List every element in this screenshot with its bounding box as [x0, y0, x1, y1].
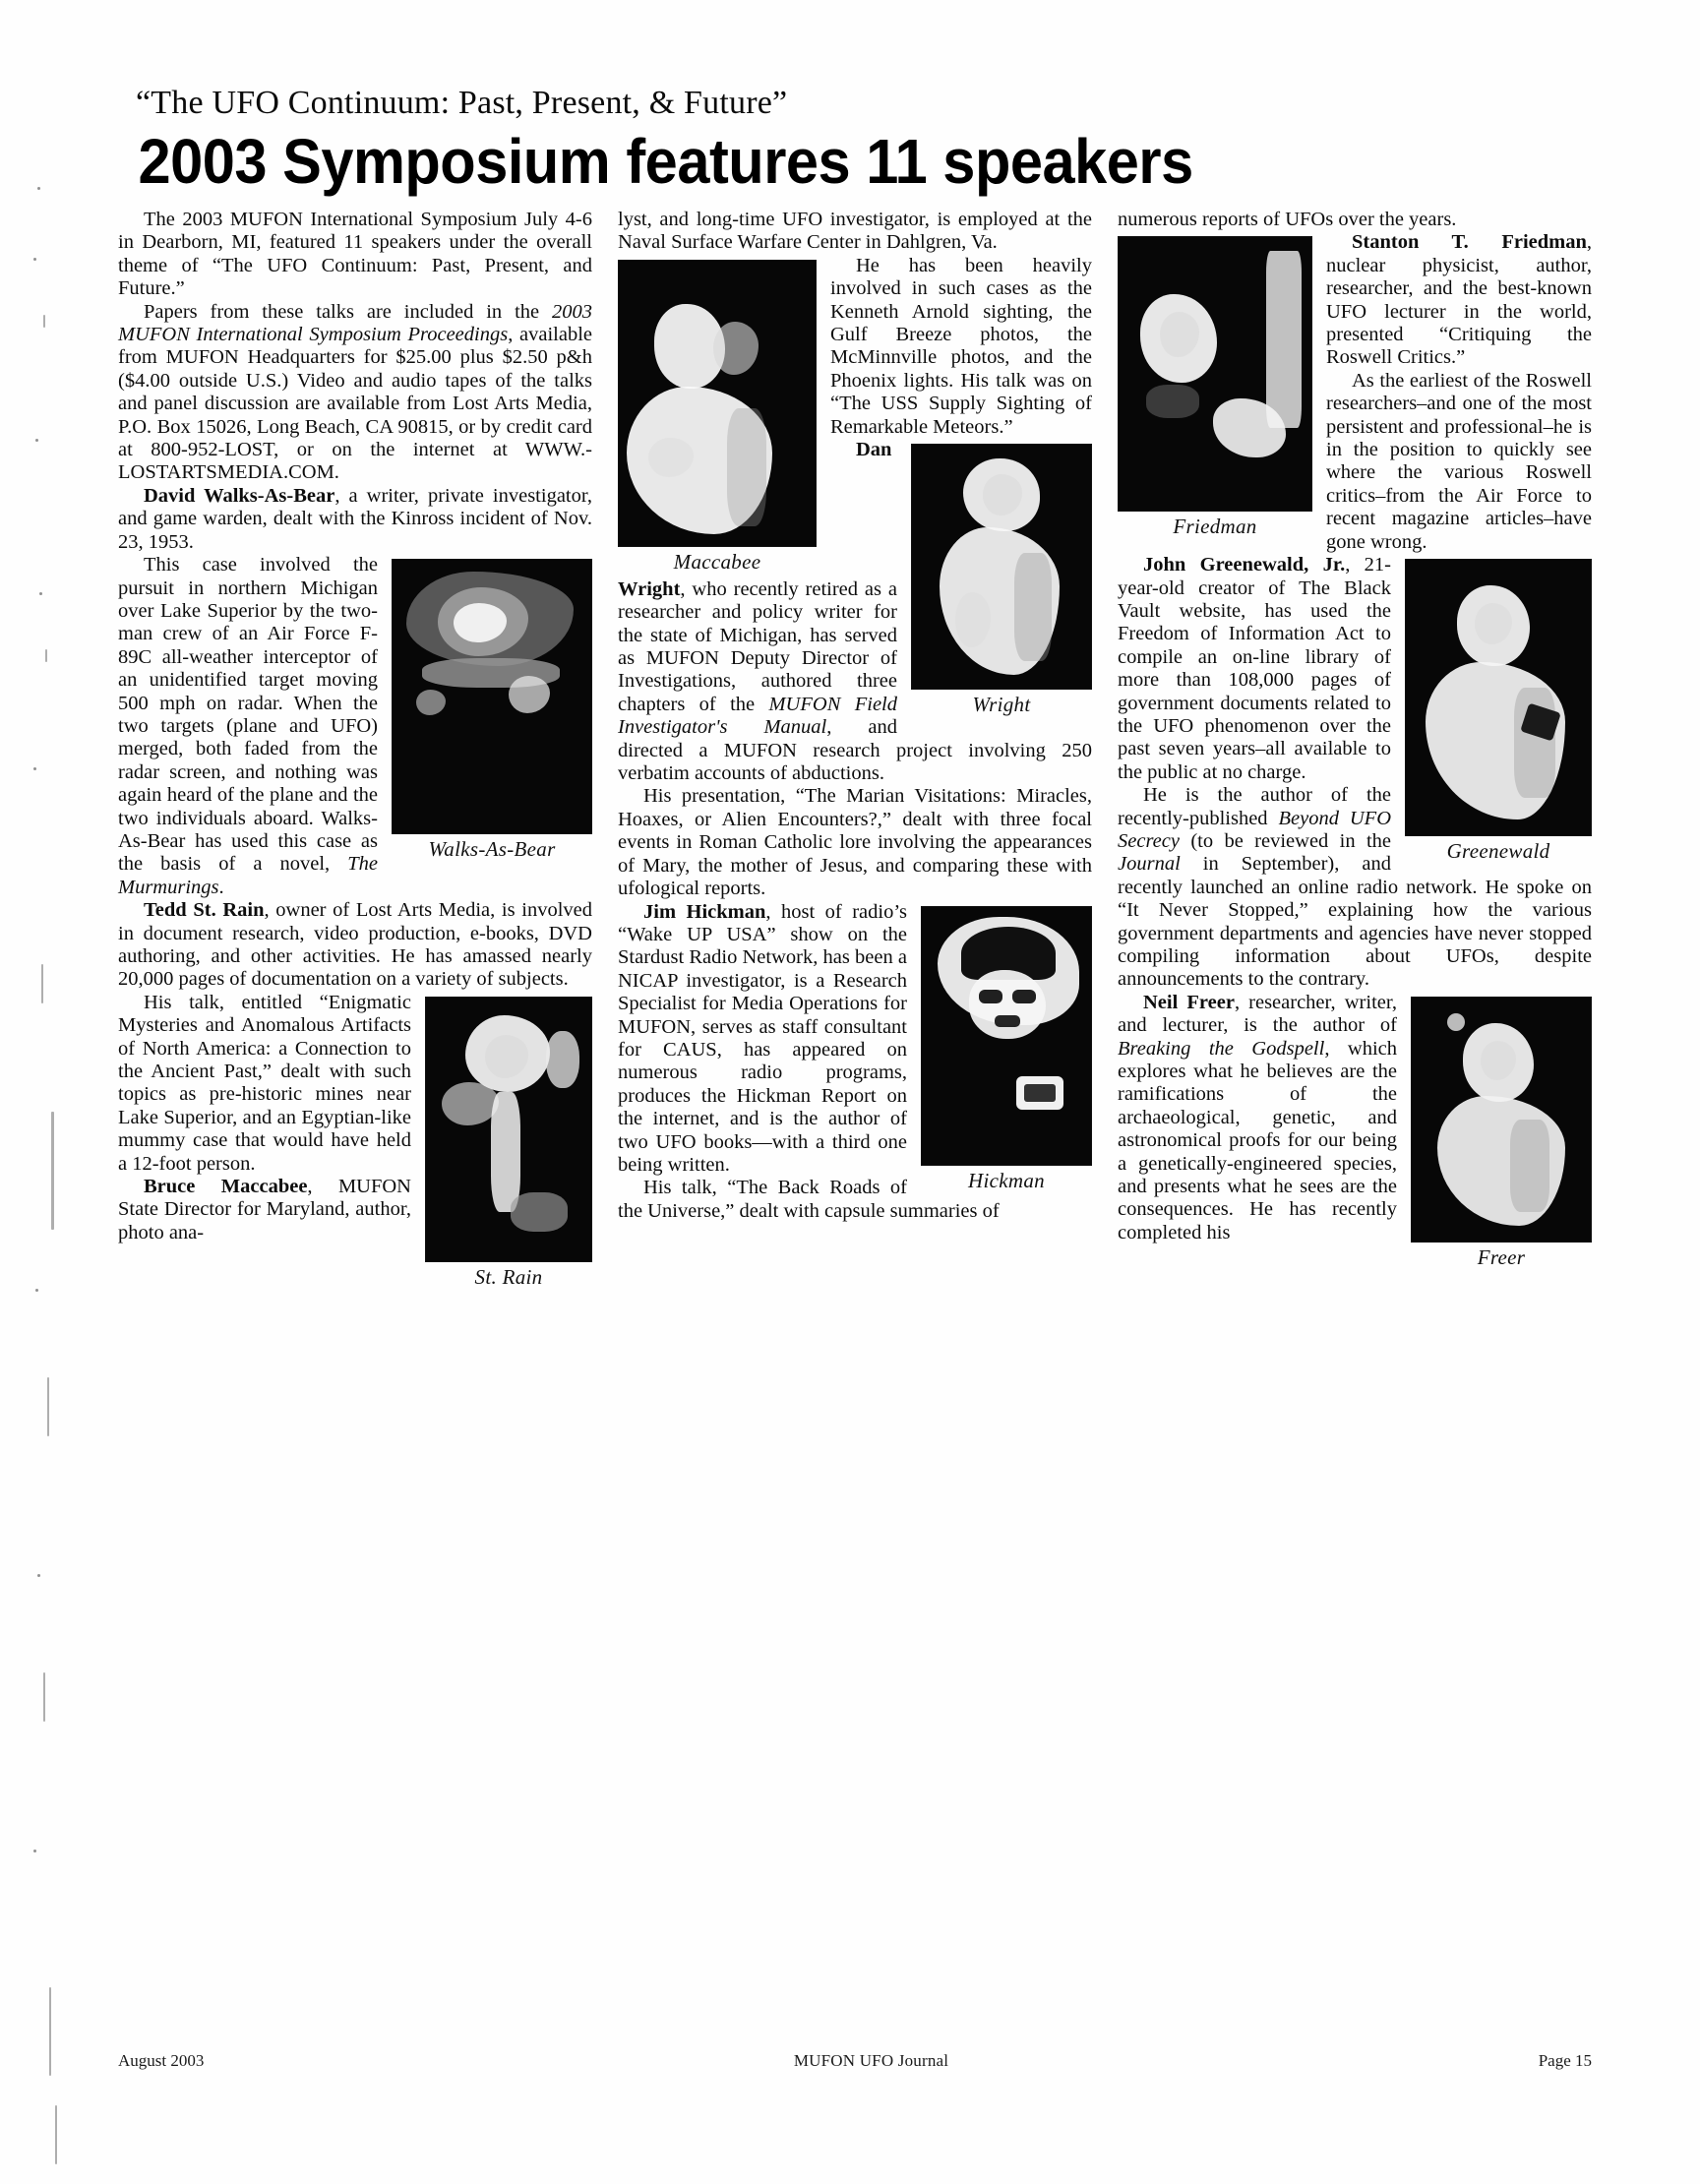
- scan-speck: [33, 258, 36, 261]
- paragraph: [118, 301, 592, 485]
- figure-caption: Wright: [972, 693, 1031, 717]
- text-run: , researcher, writer, and lecturer, is the author of: [1118, 991, 1397, 1037]
- photo-friedman: [1118, 236, 1312, 512]
- photo-st-rain: [425, 997, 592, 1262]
- text-run: , 21-year-old creator of The Black Vault website, has used the Freedom of Information Act to compile an on-line library of more than 108,000 pages of government documents related to the UFO phenomenon over the past seven years–all available to the public at no charge.: [1118, 554, 1392, 783]
- paragraph: [118, 899, 592, 992]
- figure-caption: Freer: [1477, 1244, 1526, 1269]
- publication-title: Journal: [1118, 853, 1181, 876]
- speaker-name: Tedd St. Rain: [144, 899, 265, 922]
- three-column-layout: [118, 209, 1594, 1294]
- scan-speck: [35, 1289, 38, 1292]
- scan-speck: [41, 964, 43, 1003]
- text-run: , owner of Lost Arts Media, is involved in document research, video production, e-books, DVD authoring, and other activities. He has amassed nearly 20,000 pages of documentation on a variety of subjects.: [118, 899, 592, 991]
- text-run: (to be reviewed in the: [1179, 829, 1391, 852]
- book-title: Beyond UFO Secrecy: [1118, 807, 1391, 852]
- photo-maccabee: [618, 260, 817, 547]
- scan-speck: [33, 1850, 36, 1852]
- text-run: , who recently retired as a researcher and policy writer for the state of Michigan, has served as MUFON Deputy Director of Investigations, authored three chapters of the: [618, 577, 897, 715]
- book-title: 2003 MUFON International Symposium Proceedings: [118, 300, 592, 346]
- page-footer: [118, 2051, 1592, 2071]
- text-run: He is the author of the recently-published: [1118, 784, 1391, 829]
- speaker-name: Dan Wright: [618, 439, 892, 600]
- figure-caption: Walks-As-Bear: [428, 837, 556, 862]
- photo-greenewald: [1405, 559, 1592, 836]
- column-two: [618, 209, 1092, 1223]
- figure-maccabee: [618, 260, 817, 575]
- text-run: in September), and recently launched an online radio network. He spoke on “It Never Stopped,” explaining how the various government departments and agencies have never stopped compiling information about UFOs, despite announcements to the contrary.: [1118, 853, 1592, 991]
- scan-speck: [45, 649, 47, 662]
- text-run: , a writer, private investigator, and game warden, dealt with the Kinross incident of Nov. 23, 1953.: [118, 484, 592, 553]
- book-title: MUFON Field Investigator's Manual: [618, 693, 897, 739]
- figure-hickman: [921, 906, 1092, 1193]
- figure-greenewald: [1405, 559, 1592, 864]
- speaker-name: David Walks-As-Bear: [144, 484, 335, 507]
- photo-freer: [1411, 997, 1592, 1243]
- figure-st-rain: [425, 997, 592, 1290]
- scan-speck: [33, 767, 36, 770]
- footer-issue-date: August 2003: [118, 2051, 205, 2070]
- paragraph: numerous reports of UFOs over the years.: [1118, 209, 1457, 230]
- speaker-name: John Greenewald, Jr.: [1143, 554, 1346, 576]
- paragraph: His presentation, “The Marian Visitations: Miracles, Hoaxes, or Alien Encounters?,” dealt with three focal events in Roman Catholic lore involving the appearances of Mary, the mother of Jesus, and comparing these with ufological reports.: [618, 785, 1092, 900]
- paragraph: As the earliest of the Roswell researchers–and one of the most persistent and professional–he is in the position to quickly see where the various Roswell critics–from the Air Force to recent magazine articles–have gone wrong.: [1326, 369, 1592, 553]
- text-run: .: [218, 876, 224, 898]
- scan-speck: [39, 592, 42, 595]
- photo-wright: [911, 444, 1092, 690]
- text-run: This case involved the pursuit in northern Michigan over Lake Superior by the two-man crew of an Air Force F-89C all-weather interceptor of an unidentified target moving 500 mph on radar. When the two targets (plane and UFO) merged, both faded from the radar screen, and nothing was again heard of the plane and the two individuals aboard. Walks-As-Bear has used this case as the basis of a novel,: [118, 554, 378, 876]
- text-run: , MUFON State Director for Maryland, author, photo ana-: [118, 1176, 411, 1244]
- figure-caption: Friedman: [1173, 515, 1257, 539]
- speaker-name: Jim Hickman: [643, 900, 766, 923]
- figure-caption: Greenewald: [1446, 839, 1550, 864]
- book-title: Breaking the Godspell: [1118, 1037, 1325, 1060]
- figure-caption: Hickman: [968, 1168, 1045, 1192]
- paragraph: The 2003 MUFON International Symposium July 4-6 in Dearborn, MI, featured 11 speakers under the overall theme of “The UFO Continuum: Past, Present, and Future.”: [118, 209, 592, 300]
- footer-publication-name: MUFON UFO Journal: [793, 2051, 949, 2070]
- scan-speck: [43, 315, 45, 328]
- scan-speck: [55, 2105, 57, 2164]
- paragraph: His talk, “The Back Roads of the Universe,” dealt with capsule summaries of: [618, 1177, 1000, 1222]
- speaker-name: Neil Freer: [1143, 991, 1235, 1013]
- scan-speck: [51, 1112, 54, 1230]
- paragraph: He has been heavily involved in such cases as the Kenneth Arnold sighting, the Gulf Breeze photos, the McMinnville photos, and the Phoenix lights. His talk was on “The USS Supply Sighting of Remarkable Meteors.”: [830, 254, 1092, 438]
- book-title: The Murmurings: [118, 853, 378, 898]
- article-headline: 2003 Symposium features 11 speakers: [138, 126, 1193, 197]
- figure-walks-as-bear: [392, 559, 592, 862]
- photo-hickman: [921, 906, 1092, 1166]
- text-run: , host of radio’s “Wake UP USA” show on the Stardust Radio Network, has been a NICAP investigator, is a Research Specialist for Media Operations for MUFON, serves as staff consultant for CAUS, has appeared on numerous radio programs, produces the Hickman Report on the internet, and is the author of two UFO books—with a third one being written.: [618, 900, 907, 1176]
- figure-freer: [1411, 997, 1592, 1270]
- text-run: Papers from these talks are included in the: [144, 300, 552, 323]
- scan-speck: [37, 187, 40, 190]
- article-body: [118, 85, 1594, 1294]
- scan-speck: [43, 1672, 45, 1722]
- figure-friedman: [1118, 236, 1312, 539]
- text-run: , which explores what he believes are the ramifications of the archaeological, genetic, and astronomical proofs for our being a genetically-engineered species, and presents what he sees are the consequences. He has recently completed his: [1118, 1037, 1397, 1244]
- text-run: , available from MUFON Headquarters for $25.00 plus $2.50 p&h ($4.00 outside U.S.) Video and audio tapes of the talks and panel discussion are available from Lost Arts Media, P.O. Box 15026, Long Beach, CA 90815, or by credit card at 800-952-LOST, or on the internet at WWW.-LOSTARTSMEDIA.COM.: [118, 324, 592, 484]
- paragraph: His talk, entitled “Enigmatic Mysteries and Anomalous Artifacts of North America: a Connection to the Ancient Past,” dealt with such topics as pre-historic mines near Lake Superior, and an Egyptian-like mummy case that would have held a 12-foot person.: [118, 991, 411, 1175]
- scan-speck: [37, 1574, 40, 1577]
- scan-speck: [47, 1377, 49, 1436]
- footer-page-number: Page 15: [1538, 2051, 1592, 2070]
- speaker-name: Bruce Maccabee: [144, 1176, 308, 1198]
- photo-walks-as-bear: [392, 559, 592, 834]
- scan-speck: [49, 1987, 51, 2076]
- text-run: , and directed a MUFON research project involving 250 verbatim accounts of abductions.: [618, 716, 1092, 785]
- text-run: , nuclear physicist, author, researcher, and the best-known UFO lecturer in the world, presented “Critiquing the Roswell Critics.”: [1326, 231, 1592, 369]
- column-one: [118, 209, 592, 1294]
- figure-wright: [911, 444, 1092, 717]
- figure-caption: St. Rain: [474, 1264, 543, 1289]
- paragraph: lyst, and long-time UFO investigator, is employed at the Naval Surface Warfare Center in Dahlgren, Va.: [618, 209, 1092, 254]
- figure-caption: Maccabee: [673, 549, 761, 574]
- column-three: [1118, 209, 1592, 1274]
- scan-speck: [35, 439, 38, 442]
- article-kicker: “The UFO Continuum: Past, Present, & Future”: [136, 85, 788, 121]
- paragraph: [118, 485, 592, 554]
- speaker-name: Stanton T. Friedman: [1352, 231, 1587, 254]
